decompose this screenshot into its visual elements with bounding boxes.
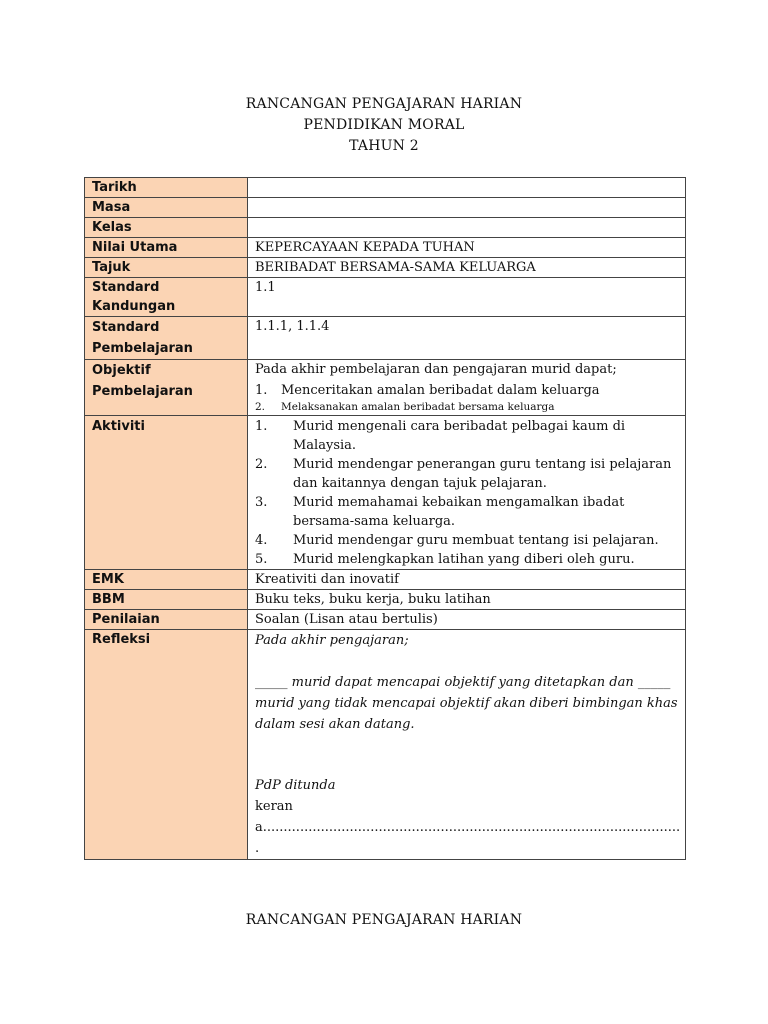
label-aktiviti: Aktiviti xyxy=(85,416,248,570)
label-masa: Masa xyxy=(85,198,248,218)
aktiviti-text-2: Murid mendengar penerangan guru tentang isi pelajaran dan kaitannya dengan tajuk pelajaran. xyxy=(293,457,672,491)
row-penilaian xyxy=(85,610,686,630)
list-item xyxy=(255,417,685,455)
label-objektif-line2: Pembelajaran xyxy=(92,384,193,399)
aktiviti-text-4: Murid mendengar guru membuat tentang isi pelajaran. xyxy=(293,533,659,548)
label-penilaian: Penilaian xyxy=(85,610,248,630)
aktiviti-num-3: 3. xyxy=(255,495,268,510)
row-bbm xyxy=(85,590,686,610)
aktiviti-num-5: 5. xyxy=(255,552,268,567)
label-kelas: Kelas xyxy=(85,218,248,238)
refleksi-reason: kerana..................................................................................................... . xyxy=(255,799,681,856)
list-item xyxy=(255,381,685,400)
label-tarikh: Tarikh xyxy=(85,178,248,198)
row-standard-pembelajaran xyxy=(85,317,686,360)
row-masa xyxy=(85,198,686,218)
objektif-intro: Pada akhir pembelajaran dan pengajaran murid dapat; xyxy=(255,362,617,377)
value-penilaian: Soalan (Lisan atau bertulis) xyxy=(248,610,686,630)
value-objektif xyxy=(248,360,686,416)
row-objektif xyxy=(85,360,686,416)
aktiviti-num-4: 4. xyxy=(255,533,268,548)
aktiviti-num-2: 2. xyxy=(255,457,268,472)
aktiviti-text-5: Murid melengkapkan latihan yang diberi oleh guru. xyxy=(293,552,635,567)
row-emk xyxy=(85,570,686,590)
value-tajuk: BERIBADAT BERSAMA-SAMA KELUARGA xyxy=(248,258,686,278)
aktiviti-list xyxy=(255,417,685,569)
refleksi-body: _____ murid dapat mencapai objektif yang ditetapkan dan _____ murid yang tidak mencapai objektif akan diberi bimbingan khas dalam sesi akan datang. xyxy=(255,675,678,732)
label-tajuk: Tajuk xyxy=(85,258,248,278)
refleksi-pdp: PdP ditunda xyxy=(255,778,336,793)
label-nilai-utama: Nilai Utama xyxy=(85,238,248,258)
value-nilai-utama: KEPERCAYAAN KEPADA TUHAN xyxy=(248,238,686,258)
row-aktiviti xyxy=(85,416,686,570)
page-title: RANCANGAN PENGAJARAN HARIAN xyxy=(245,96,523,112)
label-objektif-line1: Objektif xyxy=(92,363,151,378)
refleksi-intro: Pada akhir pengajaran; xyxy=(255,633,409,648)
aktiviti-num-1: 1. xyxy=(255,419,268,434)
row-tajuk xyxy=(85,258,686,278)
list-item xyxy=(255,493,685,531)
row-kelas xyxy=(85,218,686,238)
objektif-num-1: 1. xyxy=(255,383,268,398)
value-bbm: Buku teks, buku kerja, buku latihan xyxy=(248,590,686,610)
value-standard-pembelajaran: 1.1.1, 1.1.4 xyxy=(248,317,686,360)
objektif-text-2: Melaksanakan amalan beribadat bersama keluarga xyxy=(281,401,555,413)
year-title: TAHUN 2 xyxy=(349,138,419,154)
row-tarikh xyxy=(85,178,686,198)
objektif-text-1: Menceritakan amalan beribadat dalam keluarga xyxy=(281,383,600,398)
row-refleksi xyxy=(85,630,686,860)
next-page-title: RANCANGAN PENGAJARAN HARIAN xyxy=(245,912,523,928)
list-item xyxy=(255,400,685,415)
value-emk: Kreativiti dan inovatif xyxy=(248,570,686,590)
row-nilai-utama xyxy=(85,238,686,258)
aktiviti-text-3: Murid memahamai kebaikan mengamalkan ibadat bersama-sama keluarga. xyxy=(293,495,625,529)
subject-title: PENDIDIKAN MORAL xyxy=(303,117,465,133)
list-item xyxy=(255,531,685,550)
label-standard-pembelajaran xyxy=(85,317,248,360)
value-masa xyxy=(248,198,686,218)
row-standard-kandungan xyxy=(85,278,686,317)
label-objektif xyxy=(85,360,248,416)
lesson-plan-table xyxy=(84,177,686,860)
aktiviti-text-1: Murid mengenali cara beribadat pelbagai kaum di Malaysia. xyxy=(293,419,626,453)
label-refleksi: Refleksi xyxy=(85,630,248,860)
list-item xyxy=(255,550,685,569)
value-aktiviti xyxy=(248,416,686,570)
value-tarikh xyxy=(248,178,686,198)
label-standard-pembelajaran-line2: Pembelajaran xyxy=(92,341,193,356)
objektif-list xyxy=(255,381,685,415)
label-emk: EMK xyxy=(85,570,248,590)
value-standard-kandungan: 1.1 xyxy=(248,278,686,317)
label-standard-kandungan: Standard Kandungan xyxy=(85,278,248,317)
value-kelas xyxy=(248,218,686,238)
label-bbm: BBM xyxy=(85,590,248,610)
objektif-num-2: 2. xyxy=(255,401,266,413)
value-refleksi xyxy=(248,630,686,860)
list-item xyxy=(255,455,685,493)
label-standard-pembelajaran-line1: Standard xyxy=(92,320,160,335)
